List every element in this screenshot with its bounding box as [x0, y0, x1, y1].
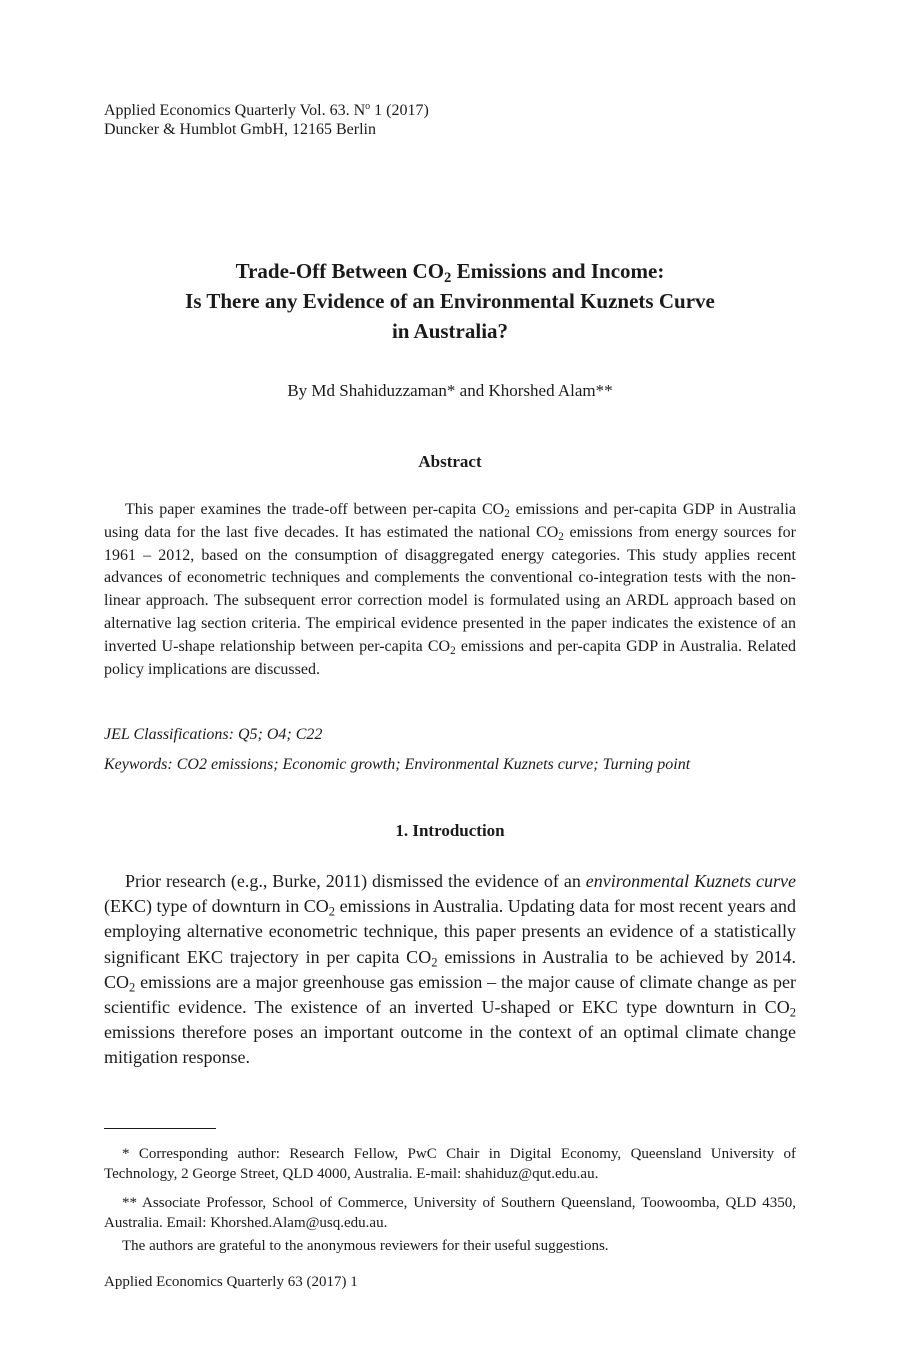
- abstract-text-1: This paper examines the trade-off between per-capita CO: [125, 501, 505, 518]
- title-line-3: in Australia?: [391, 319, 509, 343]
- journal-name: Applied Economics Quarterly Vol. 63. N: [104, 102, 366, 119]
- intro-text-1: Prior research (e.g., Burke, 2011) dismissed the evidence of an: [125, 871, 586, 891]
- introduction-paragraph: [104, 869, 796, 1071]
- title-text-b: Emissions and Income:: [451, 259, 665, 283]
- footnote-acknowledgement: The authors are grateful to the anonymous reviewers for their useful suggestions.: [122, 1238, 609, 1254]
- intro-text-4: emissions in Australia to be achieved by 2014. CO: [104, 946, 796, 992]
- journal-header: [104, 101, 796, 139]
- intro-subscript-1: 2: [328, 904, 336, 919]
- abstract-heading: Abstract: [418, 452, 482, 471]
- number-superscript: o: [365, 101, 371, 112]
- intro-italic-term: environmental Kuznets curve: [585, 871, 797, 891]
- abstract-text-2: emissions and per-capita GDP in Australia using data for the last five decades. It has estimated the national CO: [104, 501, 797, 541]
- section-heading-introduction: 1. Introduction: [395, 821, 505, 840]
- intro-subscript-4: 2: [789, 1005, 796, 1020]
- jel-classifications: JEL Classifications: Q5; O4; C22: [104, 726, 323, 743]
- authors-line: By Md Shahiduzzaman* and Khorshed Alam**: [287, 381, 613, 400]
- page-footer: Applied Economics Quarterly 63 (2017) 1: [104, 1274, 358, 1290]
- intro-subscript-3: 2: [129, 980, 136, 995]
- title-subscript: 2: [444, 270, 452, 287]
- abstract-body: [104, 499, 796, 681]
- keywords: Keywords: CO2 emissions; Economic growth; Environmental Kuznets curve; Turning point: [104, 756, 691, 773]
- abstract-text-3: emissions from energy sources for 1961 – 2012, based on the consumption of disaggregated energy categories. This study applies recent advances of econometric techniques and complements the conventional co-integration tests with the non-linear approach. The subsequent error correction model is formulated using an ARDL approach based on alternative lag section criteria. The empirical evidence presented in the paper indicates the existence of an inverted U-shape relationship between per-capita CO: [104, 523, 796, 655]
- paper-title: [104, 256, 796, 346]
- footnote-separator: [104, 1128, 216, 1129]
- intro-text-5: emissions are a major greenhouse gas emission – the major cause of climate change as per scientific evidence. The existence of an inverted U-shaped or EKC type downturn in CO: [104, 971, 796, 1018]
- title-line-1: [104, 256, 796, 286]
- intro-text-3: emissions in Australia. Updating data for most recent years and employing alternative econometric technique, this paper presents an evidence of a statistically significant EKC trajectory in per capita CO: [104, 896, 796, 967]
- title-line-2: Is There any Evidence of an Environmental Kuznets Curve: [185, 289, 715, 313]
- footnote-corresponding-author: * Corresponding author: Research Fellow, PwC Chair in Digital Economy, Queensland University of Technology, 2 George Street, QLD 4000, Australia. E-mail: shahiduz@qut.edu.au.: [104, 1146, 796, 1182]
- abstract-subscript-2: 2: [558, 530, 564, 543]
- publisher-line: Duncker & Humblot GmbH, 12165 Berlin: [104, 121, 376, 138]
- title-text-a: Trade-Off Between CO: [235, 259, 445, 283]
- abstract-subscript-3: 2: [450, 644, 456, 657]
- abstract-subscript-1: 2: [504, 508, 510, 521]
- journal-line-1: [104, 101, 796, 120]
- abstract-text-4: emissions and per-capita GDP in Australia. Related policy implications are discussed.: [104, 637, 797, 678]
- issue-year: 1 (2017): [370, 102, 429, 119]
- intro-subscript-2: 2: [431, 955, 438, 970]
- footnote-associate-professor: ** Associate Professor, School of Commerce, University of Southern Queensland, Toowoomba, QLD 4350, Australia. Email: Khorshed.Alam@usq.edu.au.: [104, 1195, 796, 1231]
- intro-text-2: (EKC) type of downturn in CO: [104, 896, 329, 917]
- intro-text-6: emissions therefore poses an important outcome in the context of an optimal climate change mitigation response.: [104, 1022, 796, 1068]
